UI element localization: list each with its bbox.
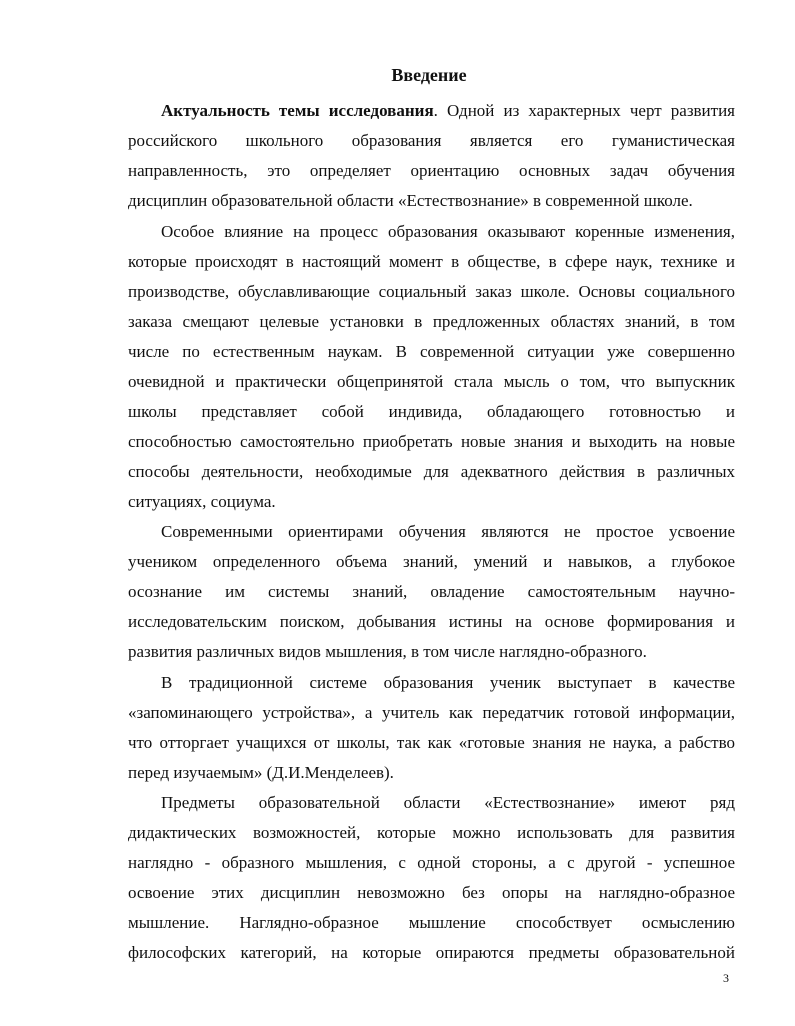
text-line: осознание им системы знаний, овладение самостоятельным научно- bbox=[128, 582, 735, 601]
text-line bbox=[161, 100, 735, 122]
text-line: Особое влияние на процесс образования оказывают коренные изменения, bbox=[161, 222, 735, 241]
text-line: дидактических возможностей, которые можно использовать для развития bbox=[128, 823, 735, 842]
text-line: исследовательским поиском, добывания истины на основе формирования и bbox=[128, 612, 735, 631]
page-number: 3 bbox=[723, 971, 729, 985]
text-line: школы представляет собой индивида, обладающего готовностью и bbox=[128, 402, 735, 421]
text-line: Современными ориентирами обучения являются не простое усвоение bbox=[161, 522, 735, 541]
lead-text: . Одной из характерных черт развития bbox=[433, 101, 736, 120]
text-line: российского школьного образования является его гуманистическая bbox=[128, 131, 735, 150]
text-line: «запоминающего устройства», а учитель как передатчик готовой информации, bbox=[128, 703, 735, 722]
text-line: перед изучаемым» (Д.И.Менделеев). bbox=[128, 763, 394, 782]
text-line: Предметы образовательной области «Естествознание» имеют ряд bbox=[161, 793, 735, 812]
text-line: ситуациях, социума. bbox=[128, 492, 276, 511]
text-line: дисциплин образовательной области «Естествознание» в современной школе. bbox=[128, 191, 693, 210]
text-line: производстве, обуславливающие социальный заказ школе. Основы социального bbox=[128, 282, 735, 301]
text-line: наглядно - образного мышления, с одной стороны, а с другой - успешное bbox=[128, 853, 735, 872]
text-line: мышление. Наглядно-образное мышление способствует осмыслению bbox=[128, 913, 735, 932]
lead-heading: Актуальность темы исследования bbox=[161, 101, 434, 120]
text-line: что отторгает учащихся от школы, так как «готовые знания не наука, а рабство bbox=[128, 733, 735, 752]
text-line: способы деятельности, необходимые для адекватного действия в различных bbox=[128, 462, 735, 481]
text-line: учеником определенного объема знаний, умений и навыков, а глубокое bbox=[128, 552, 735, 571]
text-line: очевидной и практически общепринятой стала мысль о том, что выпускник bbox=[128, 372, 735, 391]
text-line: развития различных видов мышления, в том числе наглядно-образного. bbox=[128, 642, 647, 661]
text-line: заказа смещают целевые установки в предложенных областях знаний, в том bbox=[128, 312, 735, 331]
text-line: направленность, это определяет ориентацию основных задач обучения bbox=[128, 161, 735, 180]
page-title: Введение bbox=[391, 65, 467, 85]
text-line: освоение этих дисциплин невозможно без опоры на наглядно-образное bbox=[128, 883, 735, 902]
text-line: В традиционной системе образования ученик выступает в качестве bbox=[161, 673, 735, 692]
text-line: способностью самостоятельно приобретать новые знания и выходить на новые bbox=[128, 432, 735, 451]
text-line: философских категорий, на которые опираются предметы образовательной bbox=[128, 943, 735, 962]
text-line: числе по естественным наукам. В современной ситуации уже совершенно bbox=[128, 342, 735, 361]
text-line: которые происходят в настоящий момент в обществе, в сфере наук, технике и bbox=[128, 252, 735, 271]
